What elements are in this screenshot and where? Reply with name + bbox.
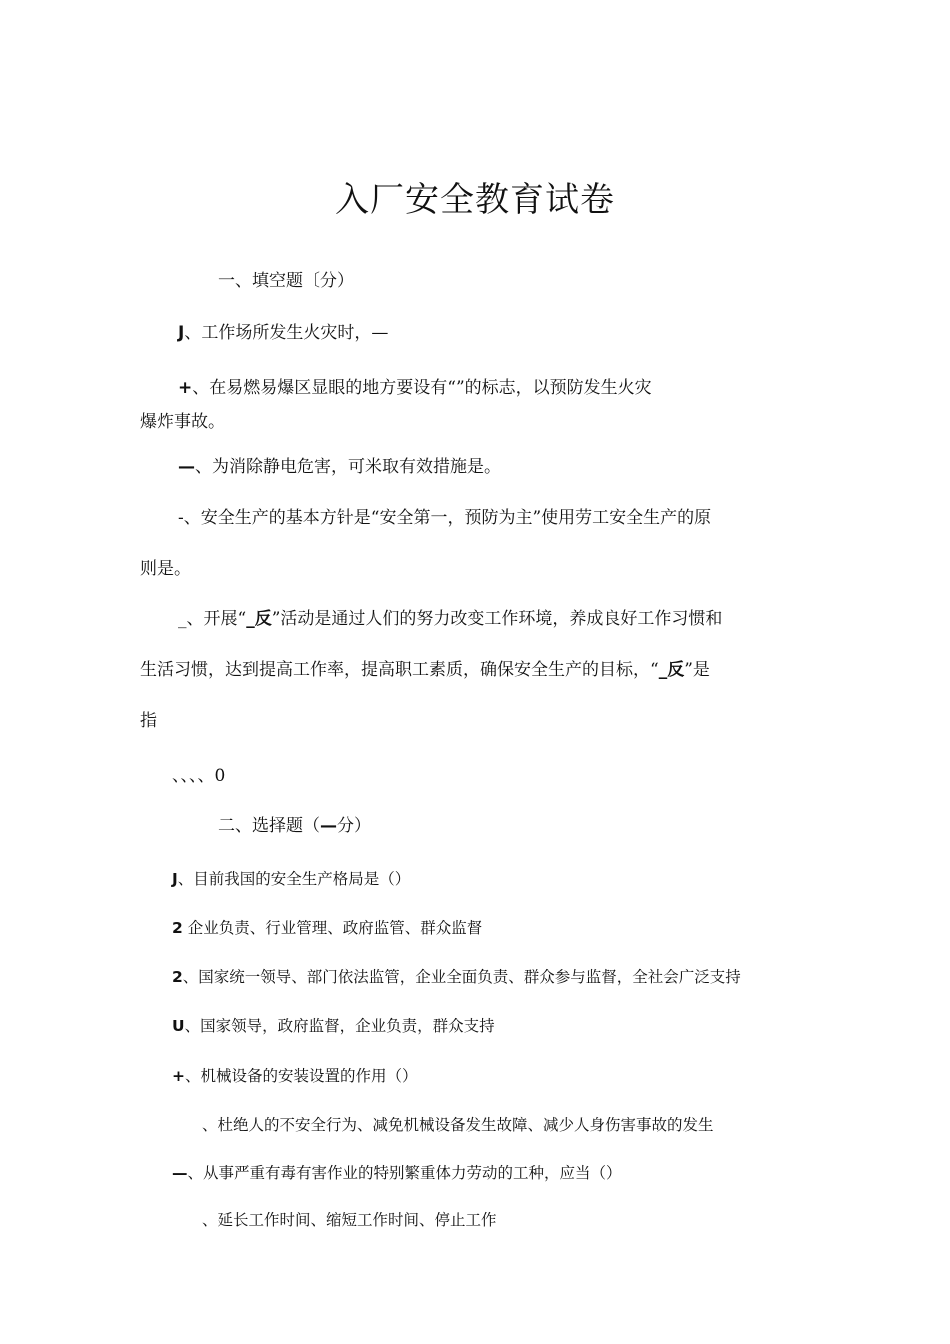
question-marker: + (178, 378, 193, 398)
fill-question-5-blanks: 、、、、0 (172, 766, 226, 786)
question-text: 、机械设备的安装设置的作用（） (185, 1067, 418, 1085)
option-text: 、国家统一领导、部门依法监管，企业全面负责、群众参与监督，全社会广泛支持 (182, 968, 741, 986)
question-text: 、工作场所发生火灾时，— (184, 323, 389, 343)
choice-question-1 (172, 868, 410, 890)
section-heading-fill-blank: 一、填空题〔分） (218, 271, 354, 291)
option-text: 、国家领导，政府监督，企业负责，群众支持 (184, 1017, 495, 1035)
fill-question-5-continuation (140, 659, 710, 681)
option-marker: U (172, 1017, 185, 1035)
option-text: 企业负责、行业管理、政府监管、群众监督 (182, 919, 483, 937)
section-heading-text-end: 分） (337, 816, 371, 836)
choice-question-3 (172, 1162, 622, 1184)
question-text: 、在易燃易爆区显眼的地方要设有“”的标志，以预防发生火灾 (192, 378, 652, 398)
section-heading-choice (218, 815, 371, 837)
question-marker: + (172, 1067, 185, 1085)
fill-question-5 (178, 608, 722, 630)
choice-option-c (172, 1015, 495, 1037)
question-text-post: ”是 (684, 660, 710, 680)
question-text-post: ”活动是通过人们的努力改变工作环境，养成良好工作习惯和 (271, 609, 723, 629)
fill-question-2-continuation: 爆炸事故。 (140, 412, 225, 432)
question-term: _反 (658, 660, 685, 680)
page-title: 入厂安全教育试卷 (335, 180, 615, 220)
choice-question-2 (172, 1065, 418, 1087)
fill-question-2 (178, 377, 652, 399)
section-heading-text: 二、选择题（ (218, 816, 320, 836)
choice-option-b (172, 966, 741, 988)
question-marker: J (172, 870, 178, 888)
question-marker: — (172, 1164, 188, 1182)
question-marker: — (178, 457, 195, 477)
question-term: _反 (246, 609, 272, 629)
section-heading-score: — (320, 816, 337, 836)
choice-option: 、延长工作时间、缩短工作时间、停止工作 (202, 1211, 497, 1229)
option-marker: 2 (172, 919, 183, 937)
question-text: 、目前我国的安全生产格局是（） (177, 870, 411, 888)
fill-question-5-continuation-2: 指 (140, 711, 157, 731)
question-text-pre: 、开展“ (186, 609, 247, 629)
question-text: 、从事严重有毒有害作业的特别繁重体力劳动的工种，应当（） (187, 1164, 622, 1182)
fill-question-1 (178, 322, 388, 344)
choice-option: 、杜绝人的不安全行为、减免机械设备发生故障、减少人身伤害事故的发生 (202, 1116, 714, 1134)
question-text-pre: 生活习惯，达到提高工作率，提高职工素质，确保安全生产的目标，“ (140, 660, 659, 680)
fill-question-4-continuation: 则是。 (140, 559, 191, 579)
question-text: 、为消除静电危害，可米取有效措施是。 (195, 457, 501, 477)
question-text: 、安全生产的基本方针是“安全第一，预防为主”使用劳工安全生产的原 (183, 508, 712, 528)
option-marker: 2 (172, 968, 183, 986)
fill-question-4 (178, 507, 711, 529)
fill-question-3 (178, 456, 501, 478)
choice-option-a (172, 917, 482, 939)
question-marker: _ (178, 609, 187, 629)
question-marker: J (178, 323, 185, 343)
question-marker: - (178, 508, 184, 528)
